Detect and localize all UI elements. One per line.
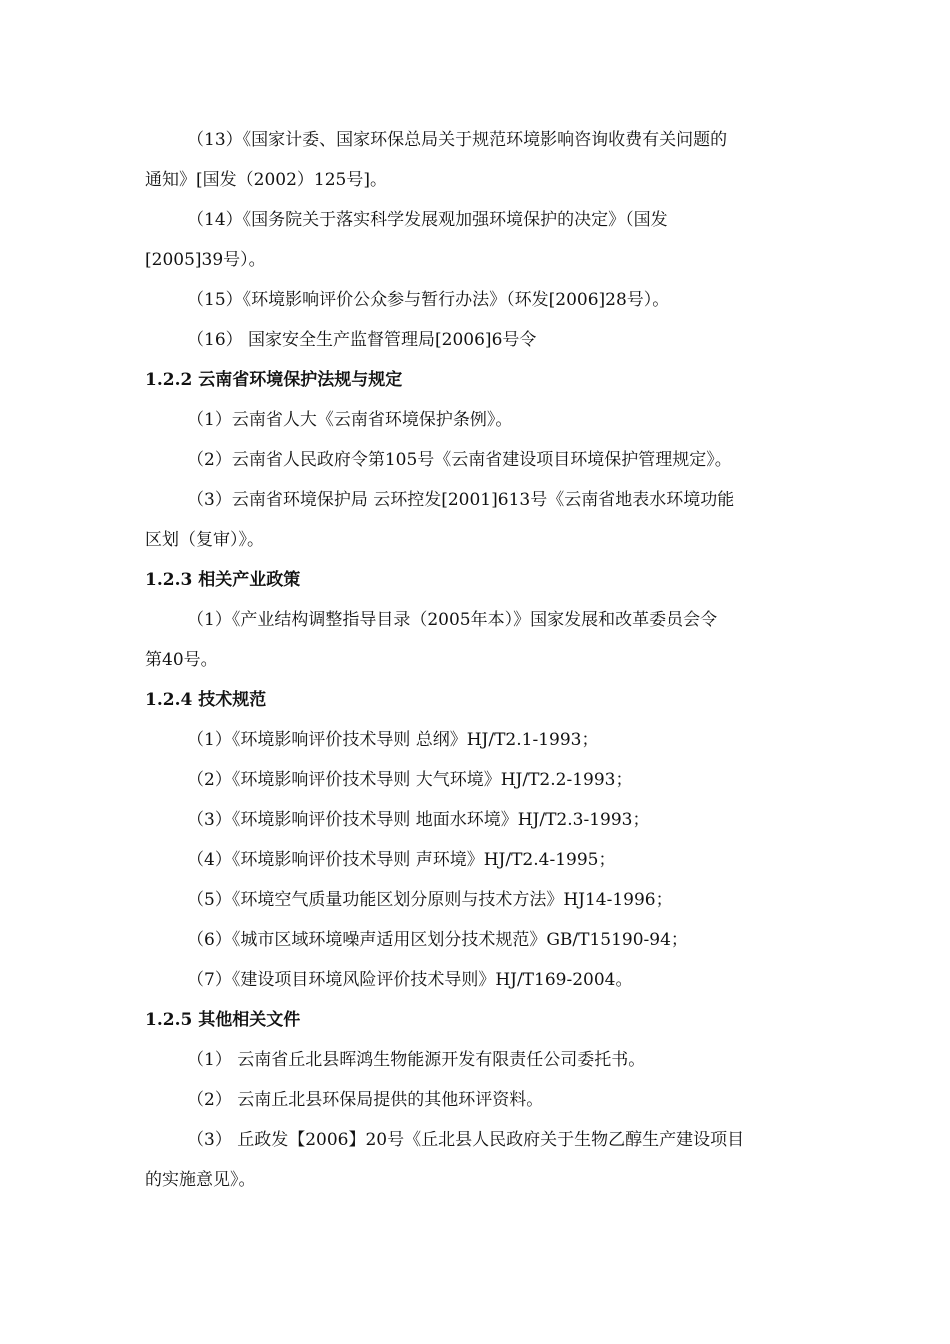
list-item: （16） 国家安全生产监督管理局[2006]6号令: [187, 330, 537, 350]
section-heading: 1.2.5 其他相关文件: [145, 1010, 301, 1030]
section-heading: 1.2.2 云南省环境保护法规与规定: [145, 370, 403, 390]
list-item: （7）《建设项目环境风险评价技术导则》HJ/T169-2004。: [187, 970, 633, 990]
list-item: （5）《环境空气质量功能区划分原则与技术方法》HJ14-1996；: [187, 890, 673, 910]
list-item: （3）云南省环境保护局 云环控发[2001]613号《云南省地表水环境功能: [187, 490, 735, 510]
list-item-continuation: 的实施意见》。: [145, 1170, 256, 1190]
list-item: （1）《环境影响评价技术导则 总纲》HJ/T2.1-1993；: [187, 730, 599, 750]
list-item-continuation: [2005]39号）。: [145, 250, 266, 270]
list-item: （4）《环境影响评价技术导则 声环境》HJ/T2.4-1995；: [187, 850, 616, 870]
list-item: （15）《环境影响评价公众参与暂行办法》（环发[2006]28号）。: [187, 290, 670, 310]
document-body: [145, 120, 805, 1200]
list-item-continuation: 第40号。: [145, 650, 218, 670]
list-item: （2） 云南丘北县环保局提供的其他环评资料。: [187, 1090, 544, 1110]
list-item-continuation: 区划（复审）》。: [145, 530, 264, 550]
list-item: （2）《环境影响评价技术导则 大气环境》HJ/T2.2-1993；: [187, 770, 633, 790]
list-item: （2）云南省人民政府令第105号《云南省建设项目环境保护管理规定》。: [187, 450, 732, 470]
list-item: （6）《城市区域环境噪声适用区划分技术规范》GB/T15190-94；: [187, 930, 688, 950]
list-item: （3） 丘政发【2006】20号《丘北县人民政府关于生物乙醇生产建设项目: [187, 1130, 745, 1150]
section-heading: 1.2.3 相关产业政策: [145, 570, 301, 590]
list-item: （1） 云南省丘北县晖鸿生物能源开发有限责任公司委托书。: [187, 1050, 646, 1070]
list-item: （14）《国务院关于落实科学发展观加强环境保护的决定》（国发: [187, 210, 668, 230]
list-item: （1）云南省人大《云南省环境保护条例》。: [187, 410, 513, 430]
list-item: （13）《国家计委、国家环保总局关于规范环境影响咨询收费有关问题的: [187, 130, 728, 150]
section-heading: 1.2.4 技术规范: [145, 690, 267, 710]
list-item: （1）《产业结构调整指导目录（2005年本）》国家发展和改革委员会令: [187, 610, 718, 630]
list-item: （3）《环境影响评价技术导则 地面水环境》HJ/T2.3-1993；: [187, 810, 650, 830]
list-item-continuation: 通知》[国发（2002）125号]。: [145, 170, 387, 190]
